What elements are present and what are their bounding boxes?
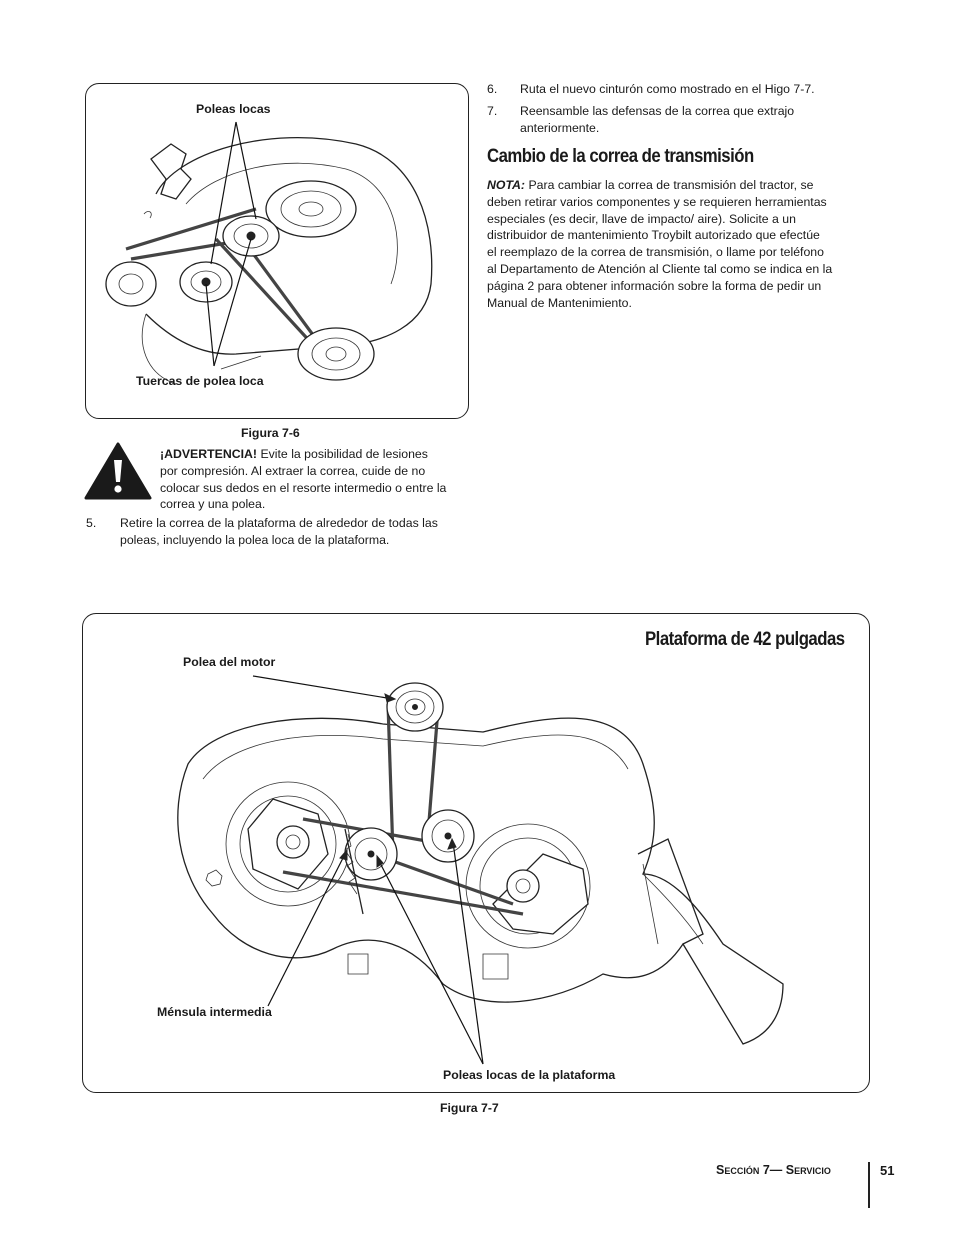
- note-line-2: deben retirar varios componentes y se requieren herramientas: [487, 194, 827, 209]
- note-line-5: el reemplazo de la correa de transmisión, o llame por teléfono: [487, 245, 824, 260]
- footer-section-label: Sección 7— Servicio: [716, 1163, 831, 1177]
- step-6: [487, 81, 877, 99]
- warning-title: ¡ADVERTENCIA!: [160, 447, 258, 461]
- step-5-number: 5.: [86, 516, 97, 530]
- section-note: [487, 177, 867, 311]
- step-6-number: 6.: [487, 82, 498, 96]
- step-7-number: 7.: [487, 104, 498, 118]
- step-7-line-2: anteriormente.: [520, 120, 600, 135]
- warning-line-2: por compresión. Al extraer la correa, cuide de no: [160, 463, 426, 478]
- figure-7-6-label-nuts: Tuercas de polea loca: [136, 374, 264, 388]
- figure-7-7-label-motor: Polea del motor: [183, 655, 276, 669]
- note-line-7: página 2 para obtener información sobre la forma de pedir un: [487, 278, 822, 293]
- warning-triangle-icon: [84, 442, 152, 500]
- figure-7-7-label-bracket: Ménsula intermedia: [157, 1005, 272, 1019]
- warning-line-1: Evite la posibilidad de lesiones: [260, 447, 428, 461]
- step-6-line-1: Ruta el nuevo cinturón como mostrado en el Higo 7-7.: [520, 82, 815, 96]
- figure-7-6-caption: Figura 7-6: [241, 426, 300, 440]
- figure-7-6-label-idlers: Poleas locas: [196, 102, 271, 116]
- section-heading: Cambio de la correa de transmisión: [487, 145, 754, 167]
- warning-line-4: correa y una polea.: [160, 497, 266, 512]
- note-line-1: Para cambiar la correa de transmisión del tractor, se: [528, 178, 814, 192]
- warning-line-3: colocar sus dedos en el resorte intermedio o entre la: [160, 480, 447, 495]
- note-label: NOTA:: [487, 178, 526, 192]
- figure-7-7-title: Plataforma de 42 pulgadas: [645, 628, 845, 650]
- step-7: [487, 103, 877, 139]
- note-line-3: especiales (es decir, llave de impacto/ aire). Solicite a un: [487, 211, 796, 226]
- warning-text: [160, 446, 470, 513]
- footer-divider: [868, 1162, 870, 1208]
- figure-7-7-caption: Figura 7-7: [440, 1101, 499, 1115]
- step-5-line-2: poleas, incluyendo la polea loca de la plataforma.: [120, 532, 390, 547]
- note-line-8: Manual de Mantenimiento.: [487, 295, 632, 310]
- step-5-line-1: Retire la correa de la plataforma de alrededor de todas las: [120, 516, 438, 530]
- figure-7-7-label-idlers: Poleas locas de la plataforma: [443, 1068, 616, 1082]
- page-number: 51: [880, 1163, 895, 1178]
- note-line-4: distribuidor de mantenimiento Troybilt autorizado que efectúe: [487, 228, 820, 243]
- note-line-6: al Departamento de Atención al Cliente tal como se indica en la: [487, 261, 833, 276]
- figure-7-6-illustration: [86, 84, 466, 416]
- step-7-line-1: Reensamble las defensas de la correa que extrajo: [520, 104, 795, 118]
- step-5: [86, 515, 476, 551]
